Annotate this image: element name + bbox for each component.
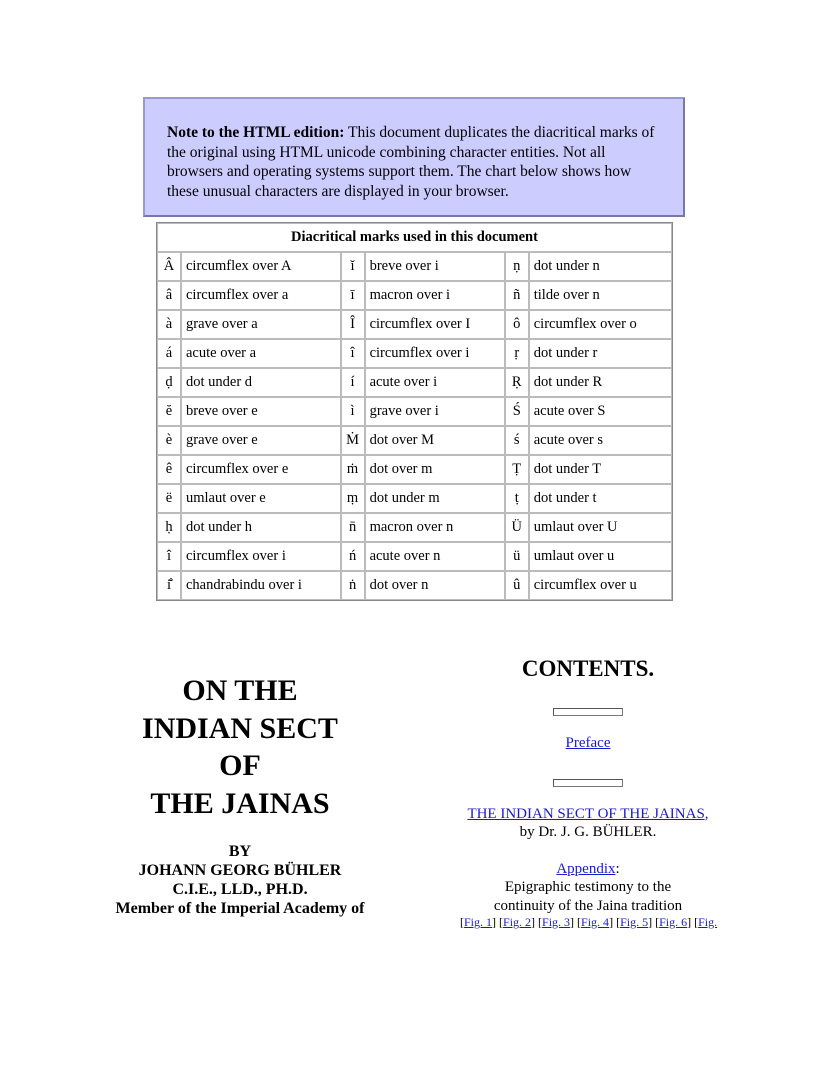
diacritic-char: i̐ <box>157 571 181 600</box>
diacritic-char: ṛ <box>505 339 529 368</box>
title-line: OF <box>219 749 261 782</box>
figure-link[interactable]: Fig. <box>698 915 718 929</box>
diacritic-description: circumflex over u <box>529 571 672 600</box>
diacritic-char: Ś <box>505 397 529 426</box>
diacritic-char: ë <box>157 484 181 513</box>
diacritic-description: circumflex over i <box>181 542 341 571</box>
diacritic-char: ü <box>505 542 529 571</box>
diacritical-marks-table <box>156 222 673 601</box>
table-row <box>157 484 672 513</box>
figure-link[interactable]: Fig. 4 <box>581 915 610 929</box>
diacritic-description: breve over i <box>365 252 505 281</box>
diacritic-description: circumflex over a <box>181 281 341 310</box>
diacritic-description: dot under T <box>529 455 672 484</box>
table-row <box>157 426 672 455</box>
diacritic-char: è <box>157 426 181 455</box>
note-label: Note to the HTML edition: <box>167 124 345 141</box>
author-block <box>80 842 400 918</box>
contents-heading: CONTENTS. <box>521 656 655 681</box>
author-affiliation: Member of the Imperial Academy of <box>115 900 365 917</box>
diacritic-description: circumflex over A <box>181 252 341 281</box>
note-text: This document duplicates the diacritical marks of the original using HTML unicode combining character entities. Not all browsers and operating systems support them. The chart below shows how these unusual characters are displayed in your browser. <box>167 124 655 200</box>
title-line: ON THE <box>182 674 298 707</box>
diacritic-char: î <box>341 339 365 368</box>
divider <box>553 708 623 716</box>
diacritic-char: ĭ <box>341 252 365 281</box>
diacritic-char: Ü <box>505 513 529 542</box>
diacritic-description: dot under r <box>529 339 672 368</box>
title-line: INDIAN SECT <box>142 711 338 745</box>
diacritic-description: umlaut over u <box>529 542 672 571</box>
diacritic-char: Â <box>157 252 181 281</box>
diacritic-description: breve over e <box>181 397 341 426</box>
diacritic-description: dot under d <box>181 368 341 397</box>
table-row <box>157 455 672 484</box>
diacritic-char: Ṁ <box>341 426 365 455</box>
table-caption: Diacritical marks used in this document <box>157 223 672 252</box>
title-line: THE JAINAS <box>150 786 330 820</box>
diacritic-char: Ṭ <box>505 455 529 484</box>
diacritic-description: circumflex over e <box>181 455 341 484</box>
diacritic-char: î <box>157 542 181 571</box>
html-edition-note <box>143 97 685 217</box>
figure-link[interactable]: Fig. 2 <box>503 915 532 929</box>
figure-links: [Fig. 1] [Fig. 2] [Fig. 3] [Fig. 4] [Fig. 5] [Fig. 6] [Fig. <box>460 915 718 929</box>
diacritic-description: acute over i <box>365 368 505 397</box>
table-row <box>157 542 672 571</box>
author-degrees: C.I.E., LLD., PH.D. <box>172 881 308 898</box>
diacritic-description: dot under m <box>365 484 505 513</box>
diacritic-char: Ṛ <box>505 368 529 397</box>
figure-link[interactable]: Fig. 6 <box>659 915 688 929</box>
diacritic-description: circumflex over I <box>365 310 505 339</box>
table-row <box>157 513 672 542</box>
diacritic-description: grave over e <box>181 426 341 455</box>
appendix-link[interactable]: Appendix <box>556 860 616 877</box>
main-text-author: by Dr. J. G. BÜHLER. <box>519 824 657 840</box>
diacritic-char: à <box>157 310 181 339</box>
diacritic-description: dot over M <box>365 426 505 455</box>
diacritic-char: û <box>505 571 529 600</box>
diacritic-description: umlaut over U <box>529 513 672 542</box>
book-title <box>80 672 400 822</box>
diacritic-description: dot under t <box>529 484 672 513</box>
diacritic-description: grave over i <box>365 397 505 426</box>
appendix-desc-line-2: continuity of the Jaina tradition <box>493 897 683 914</box>
diacritic-char: í <box>341 368 365 397</box>
diacritic-description: macron over i <box>365 281 505 310</box>
diacritic-description: dot under h <box>181 513 341 542</box>
table-row <box>157 339 672 368</box>
diacritic-char: ĕ <box>157 397 181 426</box>
diacritic-description: acute over s <box>529 426 672 455</box>
diacritic-char: á <box>157 339 181 368</box>
diacritic-char: ḥ <box>157 513 181 542</box>
diacritic-description: umlaut over e <box>181 484 341 513</box>
contents-section <box>460 654 716 930</box>
appendix-colon: : <box>615 860 620 877</box>
diacritic-description: dot over m <box>365 455 505 484</box>
diacritic-description: grave over a <box>181 310 341 339</box>
diacritic-char: ê <box>157 455 181 484</box>
table-row <box>157 571 672 600</box>
diacritic-char: ì <box>341 397 365 426</box>
diacritic-description: tilde over n <box>529 281 672 310</box>
diacritic-char: ń <box>341 542 365 571</box>
appendix-desc-line-1: Epigraphic testimony to the <box>504 879 672 895</box>
diacritic-char: ñ <box>505 281 529 310</box>
diacritic-char: ī <box>341 281 365 310</box>
diacritic-description: dot under R <box>529 368 672 397</box>
diacritic-description: acute over n <box>365 542 505 571</box>
table-row <box>157 368 672 397</box>
divider <box>553 779 623 787</box>
diacritic-char: ṁ <box>341 455 365 484</box>
diacritic-description: circumflex over i <box>365 339 505 368</box>
diacritic-char: ṭ <box>505 484 529 513</box>
diacritic-char: ṇ <box>505 252 529 281</box>
diacritic-description: dot under n <box>529 252 672 281</box>
figure-link[interactable]: Fig. 3 <box>542 915 571 929</box>
diacritic-description: macron over n <box>365 513 505 542</box>
diacritic-char: n̄ <box>341 513 365 542</box>
diacritic-char: ṃ <box>341 484 365 513</box>
preface-link[interactable]: Preface <box>565 735 611 751</box>
table-row <box>157 252 672 281</box>
table-row <box>157 397 672 426</box>
table-row <box>157 281 672 310</box>
diacritic-char: ṅ <box>341 571 365 600</box>
author-name: JOHANN GEORG BÜHLER <box>138 862 342 879</box>
diacritic-description: acute over S <box>529 397 672 426</box>
author-by: BY <box>228 843 252 860</box>
main-text-link[interactable]: THE INDIAN SECT OF THE JAINAS, <box>467 805 709 822</box>
diacritic-description: dot over n <box>365 571 505 600</box>
diacritic-char: ḍ <box>157 368 181 397</box>
figure-link[interactable]: Fig. 1 <box>464 915 493 929</box>
diacritic-description: acute over a <box>181 339 341 368</box>
figure-link[interactable]: Fig. 5 <box>620 915 649 929</box>
diacritic-description: circumflex over o <box>529 310 672 339</box>
table-row <box>157 310 672 339</box>
diacritic-char: Î <box>341 310 365 339</box>
marks-table-body <box>157 252 672 600</box>
diacritic-char: ś <box>505 426 529 455</box>
diacritic-description: chandrabindu over i <box>181 571 341 600</box>
diacritic-char: ô <box>505 310 529 339</box>
diacritic-char: â <box>157 281 181 310</box>
